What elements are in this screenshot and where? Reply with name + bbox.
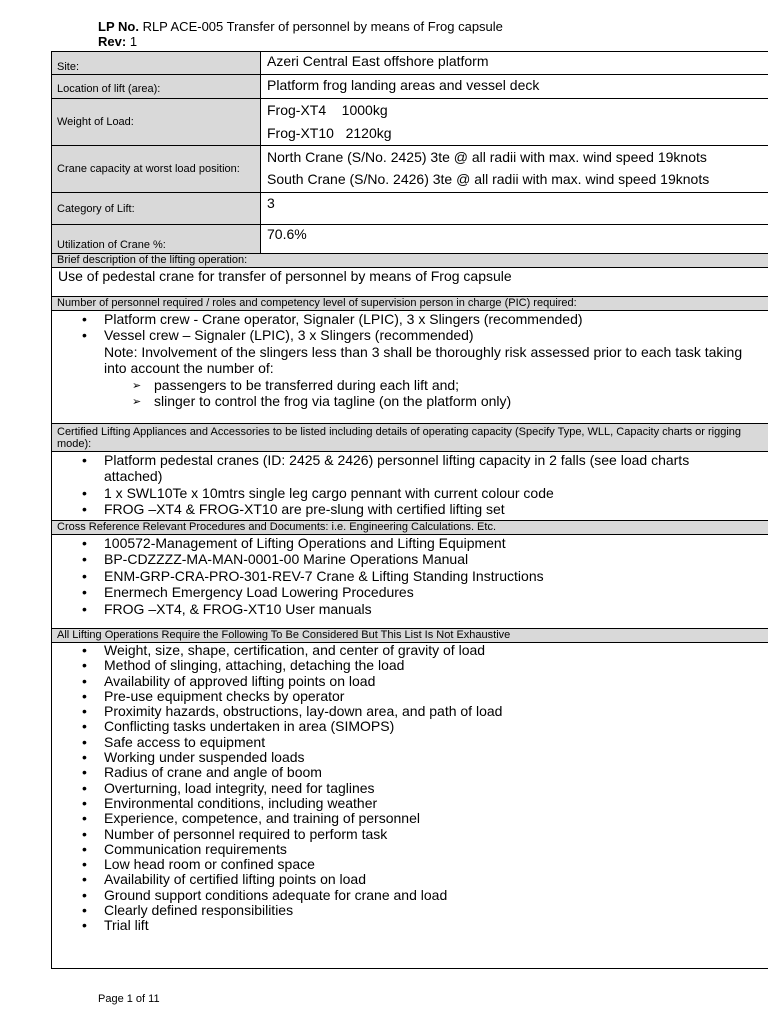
considerations-list — [52, 643, 768, 934]
revision-line — [98, 34, 503, 49]
list-item: • Clearly defined responsibilities — [104, 903, 768, 918]
list-item: • Pre-use equipment checks by operator — [104, 689, 768, 704]
weight-value-frog-xt4: Frog-XT4 1000kg — [267, 102, 388, 118]
list-item: • Environmental conditions, including weather — [104, 796, 768, 811]
list-item: • 100572-Management of Lifting Operations and Lifting Equipment — [104, 535, 768, 552]
site-row — [52, 52, 768, 75]
personnel-section — [52, 297, 768, 424]
crane-capacity-row — [52, 146, 768, 193]
list-item: • Low head room or confined space — [104, 857, 768, 872]
list-item: • Safe access to equipment — [104, 735, 768, 750]
site-label: Site: — [52, 52, 261, 74]
list-item: • Number of personnel required to perform task — [104, 827, 768, 842]
list-item: • Communication requirements — [104, 842, 768, 857]
references-body — [52, 535, 768, 629]
location-row — [52, 75, 768, 99]
crane-capacity-values — [261, 146, 768, 192]
considerations-body — [52, 643, 768, 934]
list-item: • Working under suspended loads — [104, 750, 768, 765]
location-value: Platform frog landing areas and vessel deck — [267, 77, 540, 93]
list-item: • FROG –XT4 & FROG-XT10 are pre-slung with certified lifting set — [104, 501, 708, 518]
list-item: • Platform crew - Crane operator, Signaler (LPIC), 3 x Slingers (recommended) — [104, 311, 768, 328]
list-item: • Overturning, load integrity, need for taglines — [104, 781, 768, 796]
considerations-heading: All Lifting Operations Require the Following To Be Considered But This List Is Not Exhaustive — [52, 629, 768, 643]
rev-label: Rev: — [98, 34, 127, 49]
lp-value: RLP ACE-005 Transfer of personnel by means of Frog capsule — [142, 19, 503, 34]
weight-label: Weight of Load: — [52, 99, 261, 145]
personnel-sub-list — [52, 377, 768, 410]
appliances-body — [52, 452, 768, 520]
category-label: Category of Lift: — [52, 193, 261, 224]
list-item: • Platform pedestal cranes (ID: 2425 & 2426) personnel lifting capacity in 2 falls (see load charts attached) — [104, 452, 708, 485]
list-item: • Proximity hazards, obstructions, lay-down area, and path of load — [104, 704, 768, 719]
personnel-note: Note: Involvement of the slingers less than 3 shall be thoroughly risk assessed prior to each task taking into account the number of: — [104, 343, 743, 376]
references-heading: Cross Reference Relevant Procedures and Documents: i.e. Engineering Calculations. Etc. — [52, 521, 768, 535]
page-number: Page 1 of 11 — [98, 993, 160, 1005]
list-item: • Availability of certified lifting points on load — [104, 872, 768, 887]
rev-value: 1 — [129, 34, 138, 49]
considerations-section — [52, 629, 768, 934]
weight-value-frog-xt10: Frog-XT10 2120kg — [267, 125, 392, 141]
weight-values — [261, 99, 768, 145]
appliances-section — [52, 424, 768, 521]
personnel-heading: Number of personnel required / roles and competency level of supervision person in charge (PIC) required: — [52, 297, 768, 311]
list-item: • 1 x SWL10Te x 10mtrs single leg cargo pennant with current colour code — [104, 485, 708, 502]
utilization-value: 70.6% — [267, 226, 307, 242]
appliances-list — [52, 452, 768, 518]
personnel-body — [52, 311, 768, 423]
brief-description-text: Use of pedestal crane for transfer of personnel by means of Frog capsule — [58, 268, 512, 284]
utilization-label: Utilization of Crane %: — [52, 225, 261, 253]
list-item: • Trial lift — [104, 918, 768, 933]
brief-description-heading: Brief description of the lifting operation: — [52, 254, 768, 268]
location-label: Location of lift (area): — [52, 75, 261, 98]
lp-number-line — [98, 19, 503, 34]
list-item: • Experience, competence, and training of personnel — [104, 811, 768, 826]
list-item: • Enermech Emergency Load Lowering Procedures — [104, 584, 768, 601]
list-item: • Conflicting tasks undertaken in area (SIMOPS) — [104, 719, 768, 734]
utilization-row — [52, 225, 768, 254]
category-value: 3 — [267, 195, 275, 211]
personnel-list — [52, 311, 768, 344]
sub-list-item: ➢ passengers to be transferred during each lift and; — [154, 377, 768, 394]
lift-plan-table — [51, 51, 768, 969]
list-item: • Radius of crane and angle of boom — [104, 765, 768, 780]
appliances-heading: Certified Lifting Appliances and Accessories to be listed including details of operating capacity (Specify Type, WLL, Capacity charts or rigging mode): — [52, 424, 768, 452]
lp-label: LP No. — [98, 19, 139, 34]
site-value: Azeri Central East offshore platform — [267, 53, 489, 69]
list-item: • Method of slinging, attaching, detaching the load — [104, 658, 768, 673]
list-item: • BP-CDZZZZ-MA-MAN-0001-00 Marine Operations Manual — [104, 551, 768, 568]
list-item: • Availability of approved lifting points on load — [104, 674, 768, 689]
list-item: • FROG –XT4, & FROG-XT10 User manuals — [104, 601, 768, 618]
document-header — [98, 19, 503, 49]
list-item: • ENM-GRP-CRA-PRO-301-REV-7 Crane & Lifting Standing Instructions — [104, 568, 768, 585]
north-crane-capacity: North Crane (S/No. 2425) 3te @ all radii with max. wind speed 19knots — [267, 149, 707, 165]
list-item: • Vessel crew – Signaler (LPIC), 3 x Slingers (recommended) — [104, 327, 768, 344]
references-list — [52, 535, 768, 618]
brief-description-section — [52, 254, 768, 297]
weight-row — [52, 99, 768, 146]
list-item: • Weight, size, shape, certification, and center of gravity of load — [104, 643, 768, 658]
crane-capacity-label: Crane capacity at worst load position: — [52, 146, 261, 192]
south-crane-capacity: South Crane (S/No. 2426) 3te @ all radii with max. wind speed 19knots — [267, 171, 710, 187]
category-row — [52, 193, 768, 225]
sub-list-item: ➢ slinger to control the frog via tagline (on the platform only) — [154, 393, 768, 410]
list-item: • Ground support conditions adequate for crane and load — [104, 888, 768, 903]
references-section — [52, 521, 768, 630]
